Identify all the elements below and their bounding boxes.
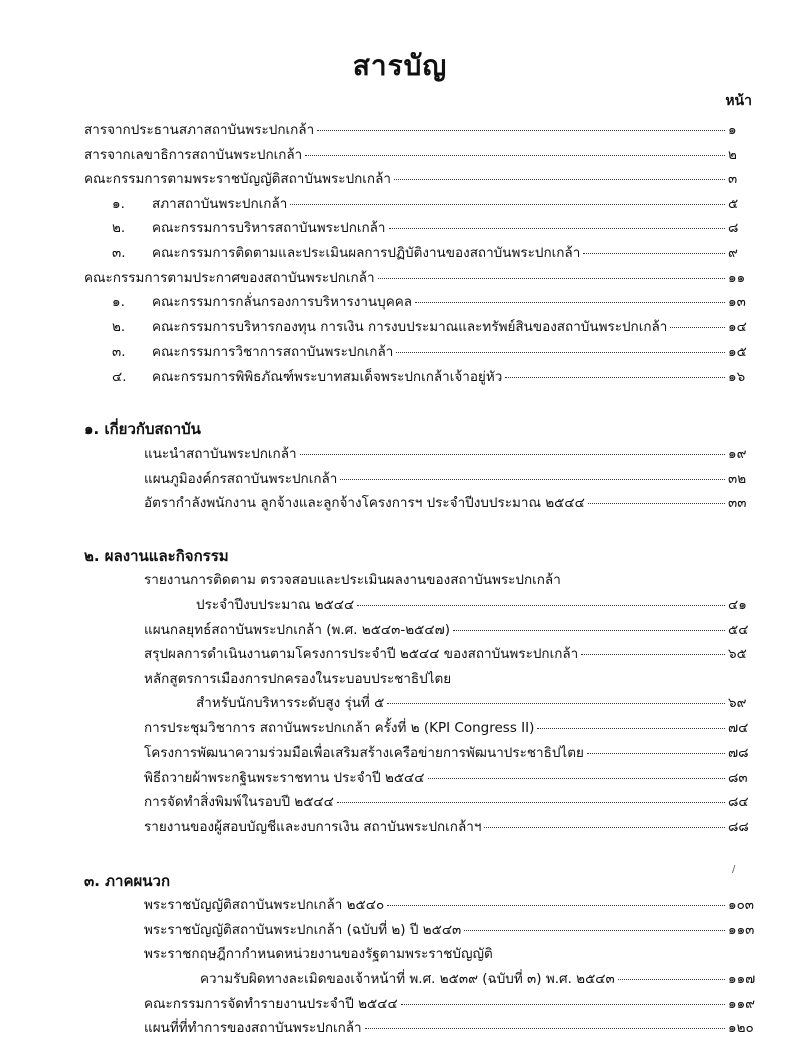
page-number: ๖๕ bbox=[728, 646, 747, 662]
toc-entry: พระราชบัญญัติสถาบันพระปกเกล้า (ฉบับที่ ๒) ปี ๒๕๔๓ ๑๑๓ bbox=[144, 918, 754, 940]
page-number: ๔๑ bbox=[728, 597, 747, 613]
toc-entry: ๑. คณะกรรมการกลั่นกรองการบริหารงานบุคคล ๑๓ bbox=[112, 290, 754, 312]
section-heading: ๑. เกี่ยวกับสถาบัน bbox=[84, 420, 201, 438]
page-number: ๑๑๓ bbox=[728, 922, 755, 938]
page-number: ๘๘ bbox=[728, 819, 749, 835]
page-number: ๕ bbox=[728, 196, 739, 212]
page-number: ๙ bbox=[728, 245, 738, 261]
page-number: ๘๔ bbox=[728, 794, 749, 810]
toc-entry: แผนภูมิองค์กรสถาบันพระปกเกล้า ๓๒ bbox=[144, 467, 754, 489]
dot-leader bbox=[305, 155, 725, 156]
dot-leader bbox=[357, 605, 725, 606]
dot-leader bbox=[464, 930, 725, 931]
page-number: ๕๔ bbox=[728, 622, 749, 638]
page-number: ๓ bbox=[728, 171, 738, 187]
page-number: ๑ bbox=[728, 122, 737, 138]
dot-leader bbox=[401, 1004, 725, 1005]
dot-leader bbox=[340, 479, 725, 480]
toc-entry: คณะกรรมการตามประกาศของสถาบันพระปกเกล้า ๑๑ bbox=[84, 266, 754, 288]
page-number: ๖๙ bbox=[728, 695, 747, 711]
toc-entry: คณะกรรมการจัดทำรายงานประจำปี ๒๕๔๔ ๑๑๙ bbox=[144, 992, 754, 1014]
dot-leader bbox=[505, 377, 725, 378]
dot-leader bbox=[583, 253, 725, 254]
dot-leader bbox=[415, 302, 725, 303]
stray-mark: / bbox=[732, 864, 736, 875]
toc-entry: แผนที่ที่ทำการของสถาบันพระปกเกล้า ๑๒๐ bbox=[144, 1016, 754, 1038]
page-number: ๑๒๐ bbox=[728, 1020, 754, 1036]
toc-entry: ความรับผิดทางละเมิดของเจ้าหน้าที่ พ.ศ. ๒๕๓๙ (ฉบับที่ ๓) พ.ศ. ๒๕๔๓ ๑๑๗ bbox=[200, 967, 754, 989]
page-number: ๑๕ bbox=[728, 344, 747, 360]
toc-entry: การประชุมวิชาการ สถาบันพระปกเกล้า ครั้งที่ ๒ (KPI Congress II) ๗๔ bbox=[144, 716, 754, 738]
page-number: ๑๖ bbox=[728, 369, 746, 385]
dot-leader bbox=[618, 979, 725, 980]
dot-leader bbox=[389, 228, 725, 229]
dot-leader bbox=[378, 278, 725, 279]
toc-entry: สรุปผลการดำเนินงานตามโครงการประจำปี ๒๕๔๔ ของสถาบันพระปกเกล้า ๖๕ bbox=[144, 642, 754, 664]
toc-entry: ประจำปีงบประมาณ ๒๕๔๔ ๔๑ bbox=[196, 593, 754, 615]
toc-entry: ๓. คณะกรรมการติดตามและประเมินผลการปฏิบัติงานของสถาบันพระปกเกล้า ๙ bbox=[112, 241, 754, 263]
section-heading: ๒. ผลงานและกิจกรรม bbox=[84, 547, 229, 565]
toc-entry: พระราชบัญญัติสถาบันพระปกเกล้า ๒๕๔๐ ๑๐๓ bbox=[144, 893, 754, 915]
toc-entry: รายงานของผู้สอบบัญชีและงบการเงิน สถาบันพระปกเกล้าฯ ๘๘ bbox=[144, 815, 754, 837]
page-number: ๑๑๗ bbox=[728, 971, 756, 987]
dot-leader bbox=[337, 802, 725, 803]
page-number: ๑๑๙ bbox=[728, 996, 756, 1012]
toc-entry: ๔. คณะกรรมการพิพิธภัณฑ์พระบาทสมเด็จพระปกเกล้าเจ้าอยู่หัว ๑๖ bbox=[112, 365, 754, 387]
toc-entry: ๒. คณะกรรมการบริหารสถาบันพระปกเกล้า ๘ bbox=[112, 216, 754, 238]
page-number: ๓๒ bbox=[728, 471, 747, 487]
toc-entry: โครงการพัฒนาความร่วมมือเพื่อเสริมสร้างเครือข่ายการพัฒนาประชาธิปไตย ๗๘ bbox=[144, 741, 754, 763]
section-heading: ๓. ภาคผนวก bbox=[84, 872, 171, 890]
dot-leader bbox=[396, 352, 725, 353]
toc-entry: แผนกลยุทธ์สถาบันพระปกเกล้า (พ.ศ. ๒๕๔๓-๒๕๔๗) ๕๔ bbox=[144, 618, 754, 640]
toc-entry: สารจากเลขาธิการสถาบันพระปกเกล้า ๒ bbox=[84, 143, 754, 165]
page-number: ๑๑ bbox=[728, 270, 746, 286]
page-number: ๓๓ bbox=[728, 495, 747, 511]
toc-entry: แนะนำสถาบันพระปกเกล้า ๑๙ bbox=[144, 442, 754, 464]
dot-leader bbox=[394, 179, 725, 180]
toc-entry-text: รายงานการติดตาม ตรวจสอบและประเมินผลงานของสถาบันพระปกเกล้า bbox=[144, 572, 561, 588]
page-number: ๑๐๓ bbox=[728, 897, 755, 913]
dot-leader bbox=[537, 728, 725, 729]
dot-leader bbox=[365, 1028, 725, 1029]
dot-leader bbox=[387, 703, 725, 704]
dot-leader bbox=[670, 327, 725, 328]
dot-leader bbox=[484, 827, 725, 828]
dot-leader bbox=[300, 454, 725, 455]
toc-entry: ๑. สภาสถาบันพระปกเกล้า ๕ bbox=[112, 192, 754, 214]
toc-entry: คณะกรรมการตามพระราชบัญญัติสถาบันพระปกเกล้า ๓ bbox=[84, 167, 754, 189]
page-number: ๗๘ bbox=[728, 745, 749, 761]
toc-entry: อัตรากำลังพนักงาน ลูกจ้างและลูกจ้างโครงการฯ ประจำปีงบประมาณ ๒๕๔๔ ๓๓ bbox=[144, 491, 754, 513]
dot-leader bbox=[317, 130, 725, 131]
page-number: ๘ bbox=[728, 220, 739, 236]
dot-leader bbox=[587, 753, 725, 754]
page-number: ๑๓ bbox=[728, 294, 746, 310]
page-column-header: หน้า bbox=[725, 93, 752, 109]
dot-leader bbox=[453, 630, 725, 631]
page-number: ๒ bbox=[728, 147, 737, 163]
dot-leader bbox=[428, 778, 726, 779]
toc-entry: การจัดทำสิ่งพิมพ์ในรอบปี ๒๕๔๔ ๘๔ bbox=[144, 790, 754, 812]
toc-entry: พิธีถวายผ้าพระกฐินพระราชทาน ประจำปี ๒๕๔๔ ๘๓ bbox=[144, 766, 754, 788]
toc-entry: ๓. คณะกรรมการวิชาการสถาบันพระปกเกล้า ๑๕ bbox=[112, 340, 754, 362]
dot-leader bbox=[588, 503, 725, 504]
toc-entry: สำหรับนักบริหารระดับสูง รุ่นที่ ๕ ๖๙ bbox=[196, 691, 754, 713]
dot-leader bbox=[290, 204, 725, 205]
page-title: สารบัญ bbox=[352, 49, 448, 82]
toc-entry-text: พระราชกฤษฎีกากำหนดหน่วยงานของรัฐตามพระราชบัญญัติ bbox=[144, 946, 493, 962]
page-number: ๗๔ bbox=[728, 720, 749, 736]
page-number: ๘๓ bbox=[728, 770, 748, 786]
toc-entry: สารจากประธานสภาสถาบันพระปกเกล้า ๑ bbox=[84, 118, 754, 140]
page-number: ๑๔ bbox=[728, 319, 747, 335]
dot-leader bbox=[581, 654, 725, 655]
toc-entry: ๒. คณะกรรมการบริหารกองทุน การเงิน การงบประมาณและทรัพย์สินของสถาบันพระปกเกล้า ๑๔ bbox=[112, 315, 754, 337]
dot-leader bbox=[387, 905, 725, 906]
page-number: ๑๙ bbox=[728, 446, 747, 462]
toc-entry-text: หลักสูตรการเมืองการปกครองในระบอบประชาธิปไตย bbox=[144, 671, 452, 687]
